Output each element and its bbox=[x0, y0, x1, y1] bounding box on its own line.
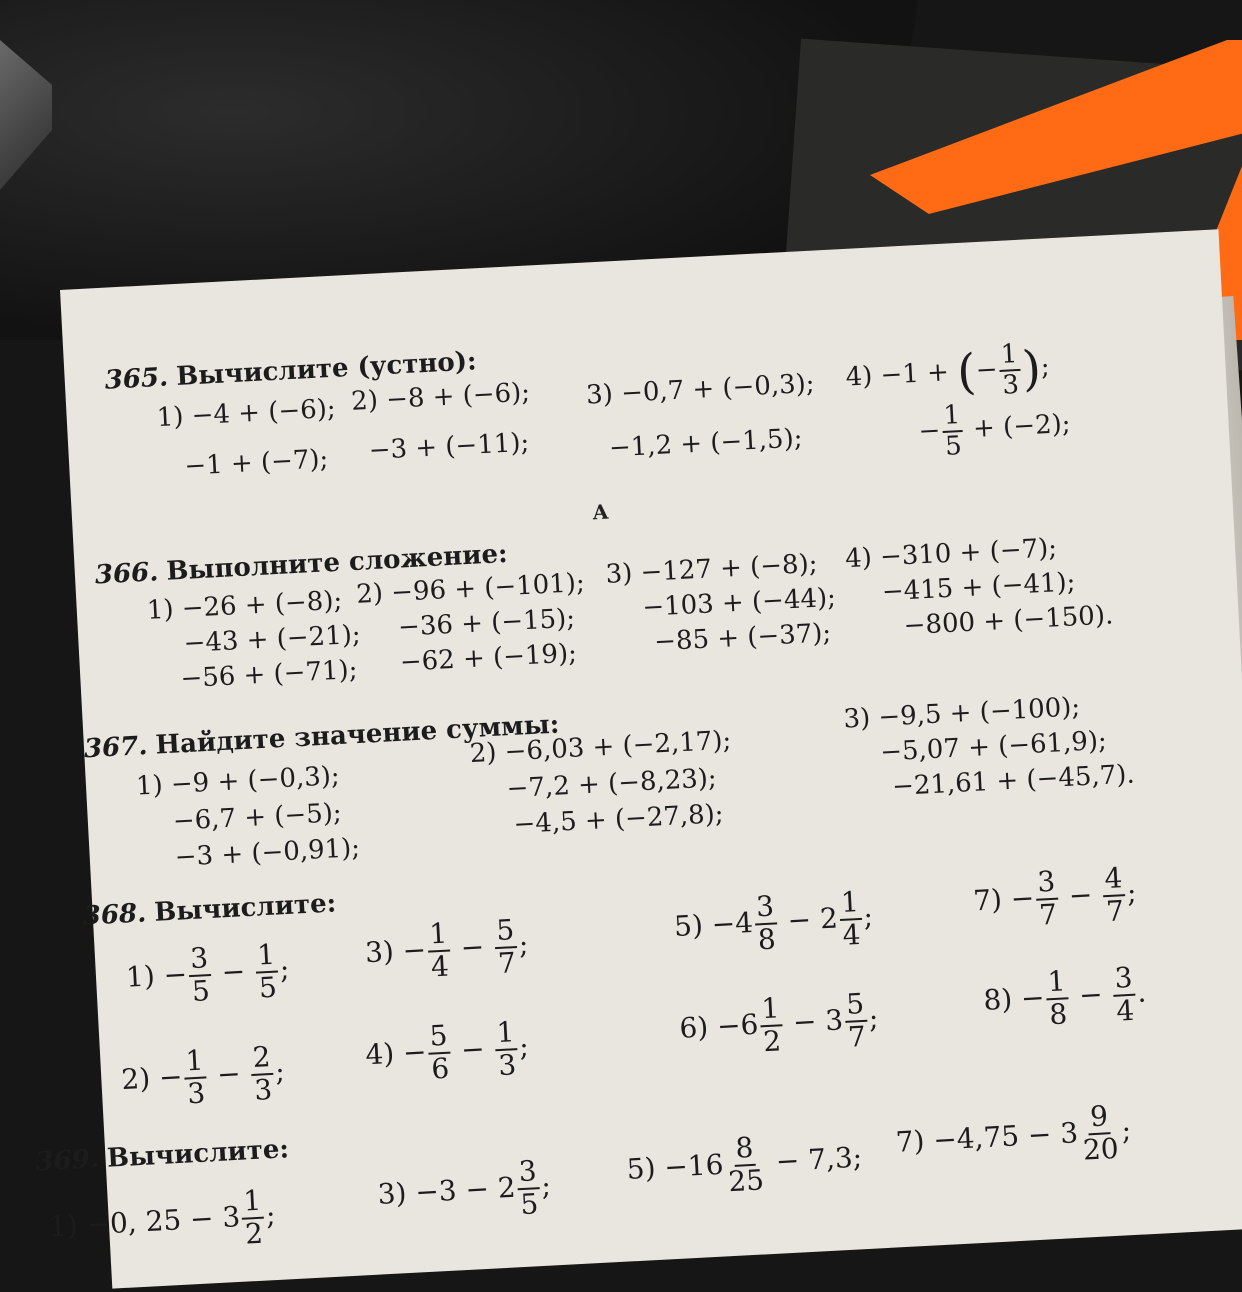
fraction: $\frac{5}{7}$ bbox=[845, 986, 867, 1054]
exercise-365-item-4a: 4) −1 + (− $\frac{1}{3}$ ); bbox=[844, 339, 1051, 401]
exercise-368-item: 3) − $\frac{1}{4}$ − $\frac{5}{7}$ ; bbox=[364, 913, 530, 984]
exercise-369-heading: 369. Вычислите: bbox=[34, 1134, 290, 1178]
exercise-368-item: 7) − $\frac{3}{7}$ − $\frac{4}{7}$ ; bbox=[972, 861, 1138, 932]
exercise-367-item: −3 + (−0,91); bbox=[174, 833, 361, 873]
fraction: $\frac{1}{3}$ bbox=[1000, 339, 1020, 401]
exercise-368-heading: 368. Вычислите: bbox=[82, 888, 337, 932]
exercise-365-item: −1,2 + (−1,5); bbox=[608, 423, 804, 464]
exercise-369-title: Вычислите: bbox=[106, 1134, 290, 1174]
exercise-367-item: 3) −9,5 + (−100); bbox=[842, 692, 1081, 735]
fraction: $\frac{3}{7}$ bbox=[1036, 864, 1058, 932]
exercise-365-title: Вычислите (устно): bbox=[175, 346, 478, 393]
exercise-366-item: −43 + (−21); bbox=[182, 619, 362, 659]
exercise-367-item: −4,5 + (−27,8); bbox=[512, 799, 725, 840]
fraction: $\frac{1}{5}$ bbox=[942, 400, 963, 462]
exercise-369-item: 1) −0, 25 − 3 $\frac{1}{2}$ ; bbox=[48, 1183, 277, 1251]
fraction: $\frac{1}{8}$ bbox=[1046, 964, 1069, 1031]
exercise-366-item: −800 + (−150). bbox=[902, 600, 1114, 642]
exercise-368-item: 5) −4 $\frac{3}{8}$ − 2 $\frac{1}{4}$ ; bbox=[673, 885, 874, 957]
exercise-366-heading: 366. Выполните сложение: bbox=[94, 538, 509, 591]
exercise-367-item: 2) −6,03 + (−2,17); bbox=[469, 725, 732, 770]
exercise-369-item: 7) −4,75 − 3 $\frac{9}{20}$ ; bbox=[894, 1099, 1132, 1167]
exercise-369-item: 3) −3 − 2 $\frac{3}{5}$ ; bbox=[376, 1154, 552, 1221]
exercise-365-item: −1 + (−7); bbox=[183, 444, 330, 482]
exercise-366-item: −36 + (−15); bbox=[397, 603, 576, 643]
exercise-366-item: −62 + (−19); bbox=[399, 638, 578, 678]
exercise-367-item: −6,7 + (−5); bbox=[172, 798, 343, 837]
exercise-366-item: −415 + (−41); bbox=[881, 567, 1077, 608]
exercise-365-item: −3 + (−11); bbox=[368, 427, 530, 467]
exercise-367-item: −7,2 + (−8,23); bbox=[505, 763, 718, 805]
textbook-page bbox=[34, 229, 1242, 1288]
exercise-368-title: Вычислите: bbox=[153, 888, 337, 928]
exercise-368-item: 1) − $\frac{3}{5}$ − $\frac{1}{5}$ ; bbox=[125, 937, 291, 1008]
exercise-366-item: −85 + (−37); bbox=[653, 618, 832, 658]
fraction: $\frac{5}{7}$ bbox=[495, 913, 517, 980]
fraction: $\frac{1}{2}$ bbox=[760, 991, 782, 1059]
fraction: $\frac{8}{25}$ bbox=[727, 1130, 765, 1199]
exercise-366-item: −103 + (−44); bbox=[641, 582, 837, 623]
fraction: $\frac{1}{2}$ bbox=[242, 1183, 264, 1251]
fraction: $\frac{1}{5}$ bbox=[256, 937, 278, 1005]
exercise-366-item: 1) −26 + (−8); bbox=[146, 585, 343, 626]
exercise-368-item: 8) − $\frac{1}{8}$ − $\frac{3}{4}$ . bbox=[982, 960, 1148, 1031]
fraction: $\frac{1}{3}$ bbox=[495, 1015, 518, 1082]
exercise-368-item: 4) − $\frac{5}{6}$ − $\frac{1}{3}$ ; bbox=[364, 1015, 530, 1086]
fraction: $\frac{1}{4}$ bbox=[428, 916, 450, 984]
fraction: $\frac{1}{3}$ bbox=[184, 1043, 207, 1111]
exercise-366-item: 4) −310 + (−7); bbox=[844, 533, 1058, 575]
exercise-365-item-4b: − $\frac{1}{5}$ + (−2); bbox=[917, 400, 1072, 462]
fraction: $\frac{3}{5}$ bbox=[189, 941, 211, 1008]
exercise-365-item: 1) −4 + (−6); bbox=[156, 393, 337, 434]
fraction: $\frac{3}{4}$ bbox=[1113, 960, 1136, 1028]
fraction: $\frac{3}{8}$ bbox=[755, 889, 777, 957]
exercise-367-heading: 367. Найдите значение суммы: bbox=[83, 709, 561, 765]
exercise-366-title: Выполните сложение: bbox=[165, 538, 509, 587]
exercise-369-item: 5) −16 $\frac{8}{25}$ − 7,3; bbox=[625, 1130, 863, 1199]
exercise-365-heading: 365. Вычислите (устно): bbox=[104, 346, 478, 396]
exercise-365-item: 2) −8 + (−6); bbox=[350, 377, 531, 417]
fraction: $\frac{4}{7}$ bbox=[1103, 861, 1125, 928]
exercise-368-item: 6) −6 $\frac{1}{2}$ − 3 $\frac{5}{7}$ ; bbox=[678, 986, 880, 1059]
exercise-368-item: 2) − $\frac{1}{3}$ − $\frac{2}{3}$ ; bbox=[120, 1040, 286, 1111]
fraction: $\frac{3}{5}$ bbox=[517, 1154, 540, 1221]
fraction: $\frac{5}{6}$ bbox=[428, 1018, 451, 1086]
fraction: $\frac{9}{20}$ bbox=[1082, 1099, 1120, 1167]
exercise-366-item: 3) −127 + (−8); bbox=[604, 548, 819, 590]
fraction: $\frac{1}{4}$ bbox=[840, 885, 862, 952]
section-label: А bbox=[591, 499, 610, 525]
exercise-367-item: 1) −9 + (−0,3); bbox=[135, 761, 341, 802]
exercise-366-item: −56 + (−71); bbox=[179, 654, 359, 695]
fraction: $\frac{2}{3}$ bbox=[251, 1040, 274, 1107]
exercise-366-item: 2) −96 + (−101); bbox=[355, 567, 586, 610]
exercise-365-item: 3) −0,7 + (−0,3); bbox=[585, 368, 816, 411]
exercise-367-title: Найдите значение суммы: bbox=[154, 709, 561, 761]
exercise-367-item: −21,61 + (−45,7). bbox=[891, 759, 1136, 803]
exercise-367-item: −5,07 + (−61,9); bbox=[879, 725, 1108, 768]
